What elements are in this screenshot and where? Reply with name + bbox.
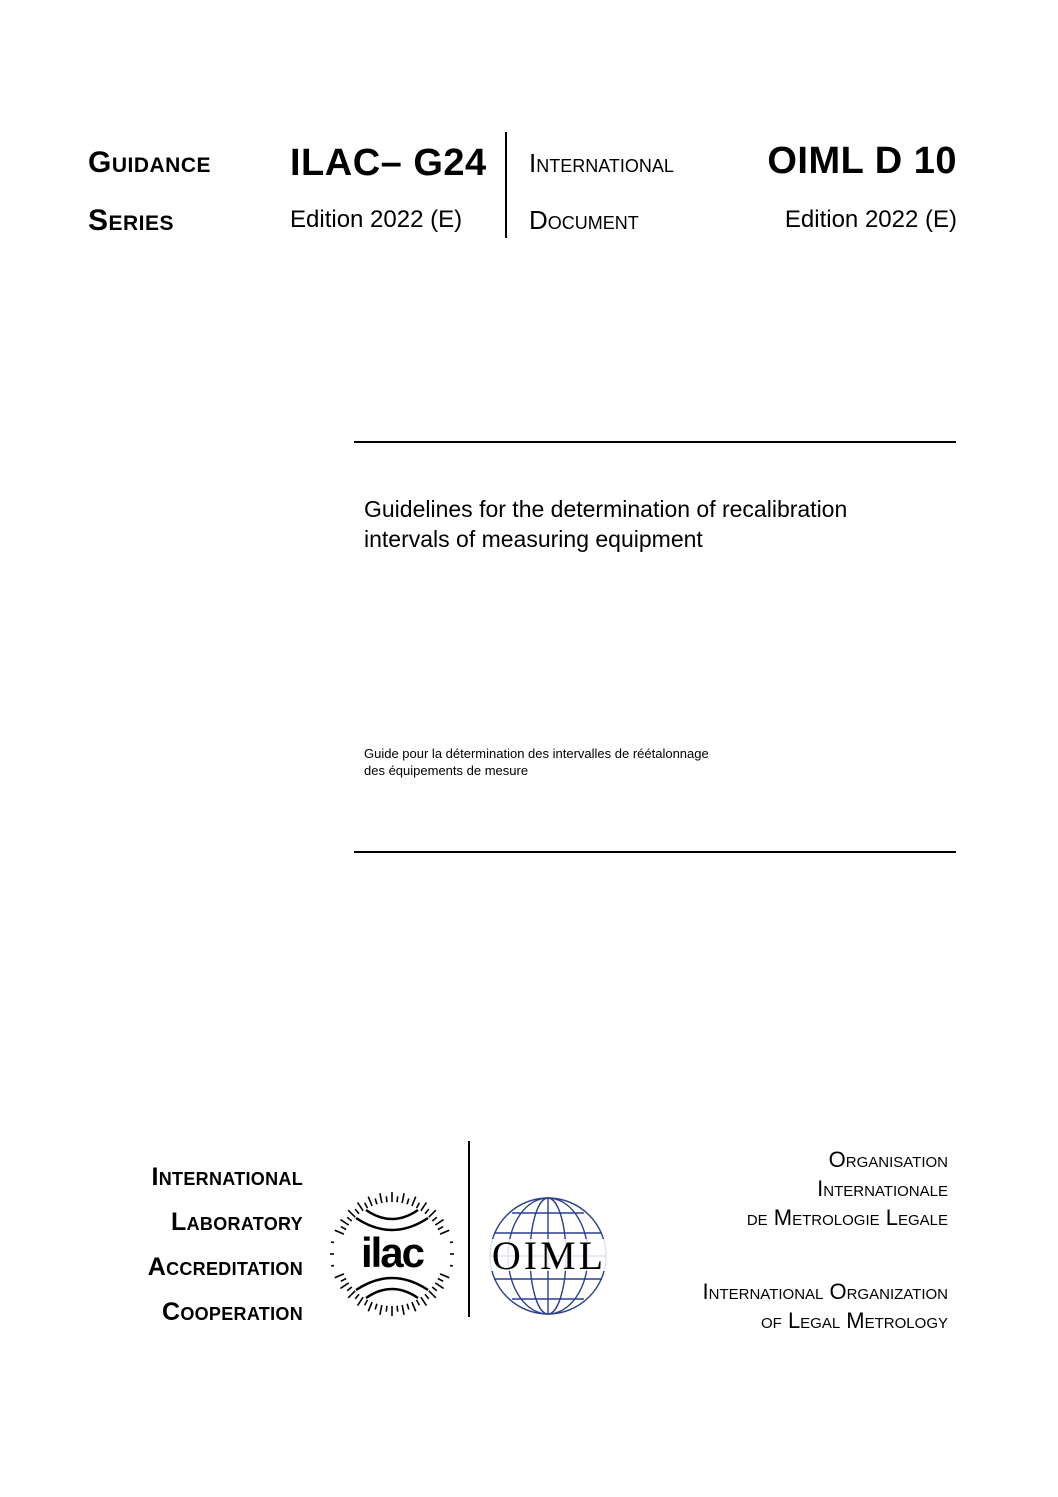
oiml-en-line2: of Legal Metrology — [761, 1308, 948, 1333]
oiml-edition: Edition 2022 (E) — [784, 206, 957, 233]
document-title-english — [364, 494, 954, 554]
oiml-document-code: OIML D 10 — [767, 140, 957, 182]
series-label-line1: Guidance — [88, 146, 212, 179]
logo-divider — [468, 1141, 470, 1317]
ilac-organization-name — [148, 1155, 303, 1335]
intl-doc-label-line1: International — [529, 148, 674, 178]
oiml-name-english — [703, 1277, 948, 1335]
ilac-name-line4: Cooperation — [161, 1298, 303, 1326]
title-english-line1: Guidelines for the determination of recalibration — [364, 496, 848, 522]
oiml-en-line1: International Organization — [702, 1279, 948, 1304]
oiml-globe-logo — [480, 1193, 618, 1319]
document-title-french — [364, 745, 954, 779]
header-divider — [505, 132, 507, 238]
svg-text:ilac: ilac — [360, 1229, 424, 1276]
svg-text:OIML: OIML — [491, 1233, 607, 1278]
ilac-logo — [328, 1190, 456, 1318]
ilac-edition: Edition 2022 (E) — [290, 206, 463, 233]
oiml-fr-line1: Organisation — [828, 1147, 948, 1172]
title-rule-top — [354, 441, 956, 443]
ilac-name-line2: Laboratory — [171, 1208, 303, 1236]
intl-doc-label-line2: Document — [529, 205, 639, 235]
title-rule-bottom — [354, 851, 956, 853]
title-french-line2: des équipements de mesure — [364, 763, 529, 778]
ilac-name-line1: International — [151, 1163, 303, 1191]
oiml-name-french — [747, 1145, 948, 1232]
ilac-name-line3: Accreditation — [147, 1253, 303, 1281]
ilac-document-code: ILAC– G24 — [290, 142, 487, 184]
oiml-fr-line3: de Metrologie Legale — [746, 1205, 948, 1230]
oiml-fr-line2: Internationale — [817, 1176, 948, 1201]
title-english-line2: intervals of measuring equipment — [364, 526, 703, 552]
series-label-line2: Series — [88, 204, 175, 237]
title-french-line1: Guide pour la détermination des intervalles de réétalonnage — [364, 746, 709, 761]
